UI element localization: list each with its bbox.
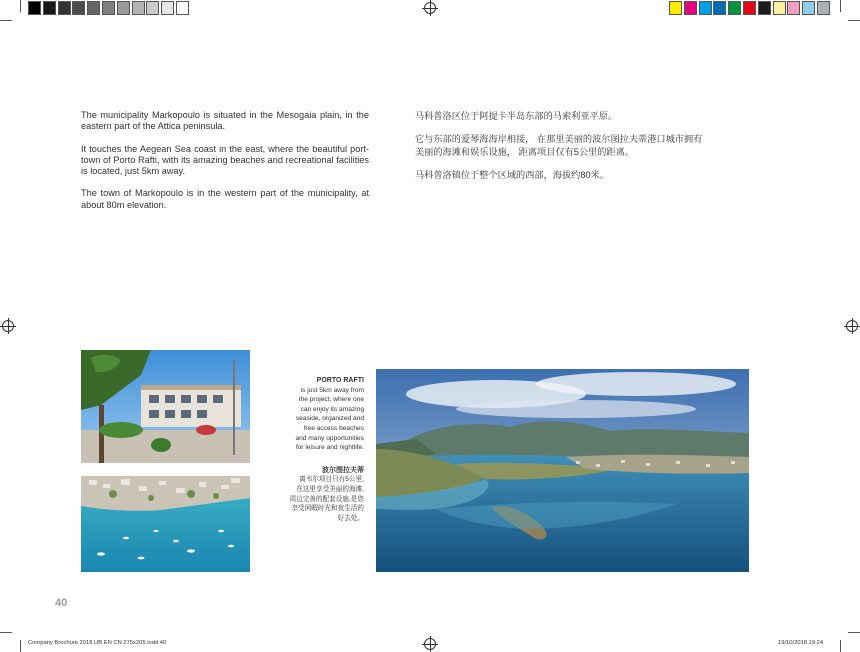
gray-swatch — [102, 1, 115, 15]
gray-swatch — [132, 1, 145, 15]
porto-rafti-bay-photo — [376, 369, 749, 572]
color-swatch — [699, 1, 712, 15]
english-text-column — [81, 110, 369, 222]
gray-swatch — [117, 1, 130, 15]
color-swatch — [684, 1, 697, 15]
gray-color-bar — [28, 0, 190, 16]
chinese-paragraph-2: 它与东部的爱琴海海岸相接， 在那里美丽的波尔图拉夫蒂港口城市拥有美丽的海滩和娱乐设施， 距离项目仅有5公里的距离。 — [415, 134, 703, 157]
caption-title-en: PORTO RAFTI — [316, 377, 364, 384]
registration-mark-left-icon — [2, 320, 14, 332]
gray-swatch — [161, 1, 174, 15]
caption-line-cn: 在这里享受美丽的海滩, — [296, 485, 364, 493]
caption-line-cn: 周边完善的配套设施,是您 — [289, 495, 364, 503]
gray-swatch — [176, 1, 189, 15]
color-swatch — [802, 1, 815, 15]
registration-mark-bottom-icon — [424, 638, 436, 650]
english-paragraph-2: It touches the Aegean Sea coast in the east, where the beautiful port-town of Porto Rafti, with its amazing beaches and recreational facilities is located, just 5km away. — [81, 143, 369, 177]
crop-mark-bottom-left — [0, 632, 12, 633]
caption-line-en: and many opportunities — [295, 434, 364, 442]
process-color-bar — [669, 0, 832, 16]
color-swatch — [713, 1, 726, 15]
crop-mark-bottom-right — [848, 632, 860, 633]
gray-swatch — [58, 1, 71, 15]
chinese-text-column — [415, 110, 711, 192]
crop-mark-top-left — [0, 20, 12, 21]
page-number: 40 — [55, 597, 68, 609]
crop-mark-bottom-right-v — [840, 640, 841, 652]
chinese-paragraph-3: 马科普洛镇位于整个区域的西部，海拔约80米。 — [415, 169, 609, 180]
porto-rafti-caption — [270, 376, 364, 523]
caption-line-en: for leisure and nightlife. — [295, 444, 364, 452]
caption-line-en: seaside, organized and — [295, 415, 364, 423]
gray-swatch — [146, 1, 159, 15]
harbour-aerial-photo — [81, 476, 250, 572]
crop-mark-top-right-v — [840, 0, 841, 12]
registration-mark-right-icon — [846, 320, 858, 332]
town-square-photo — [81, 350, 250, 463]
registration-mark-top-icon — [424, 2, 436, 14]
caption-line-en: is just 5km away from — [300, 386, 364, 394]
english-paragraph-3: The town of Markopoulo is in the western part of the municipality, at about 80m elevation. — [81, 188, 369, 210]
slug-date: 19/10/2018 19:24 — [778, 640, 824, 646]
chinese-paragraph-1: 马科普洛区位于阿提卡半岛东部的马索利亚平原。 — [415, 111, 618, 121]
crop-mark-top-right — [848, 20, 860, 21]
color-swatch — [773, 1, 786, 15]
color-swatch — [728, 1, 741, 15]
color-swatch — [669, 1, 682, 15]
gray-swatch — [43, 1, 56, 15]
caption-title-cn: 波尔图拉夫蒂 — [322, 466, 364, 474]
caption-line-cn: 享受闲暇时光和夜生活的 — [291, 505, 364, 513]
crop-mark-bottom-left-v — [20, 640, 21, 652]
caption-line-cn: 离韦尔项目只有5公里, — [299, 476, 364, 484]
caption-line-en: free access beaches — [303, 424, 364, 432]
english-paragraph-1: The municipality Markopoulo is situated in the Mesogaia plain, in the eastern part of the Attica peninsula. — [81, 110, 369, 132]
color-swatch — [787, 1, 800, 15]
slug-file-name: Company Brochure 2018 UB EN CN 275x205.indd 40 — [28, 640, 167, 646]
gray-swatch — [87, 1, 100, 15]
caption-line-en: can enjoy its amazing — [300, 405, 364, 413]
color-swatch — [758, 1, 771, 15]
caption-line-cn: 好去处。 — [337, 514, 364, 522]
crop-mark-top-left-v — [20, 0, 21, 12]
caption-line-en: the project, where one — [298, 396, 364, 404]
color-swatch — [817, 1, 830, 15]
gray-swatch — [28, 1, 41, 15]
color-swatch — [743, 1, 756, 15]
gray-swatch — [72, 1, 85, 15]
